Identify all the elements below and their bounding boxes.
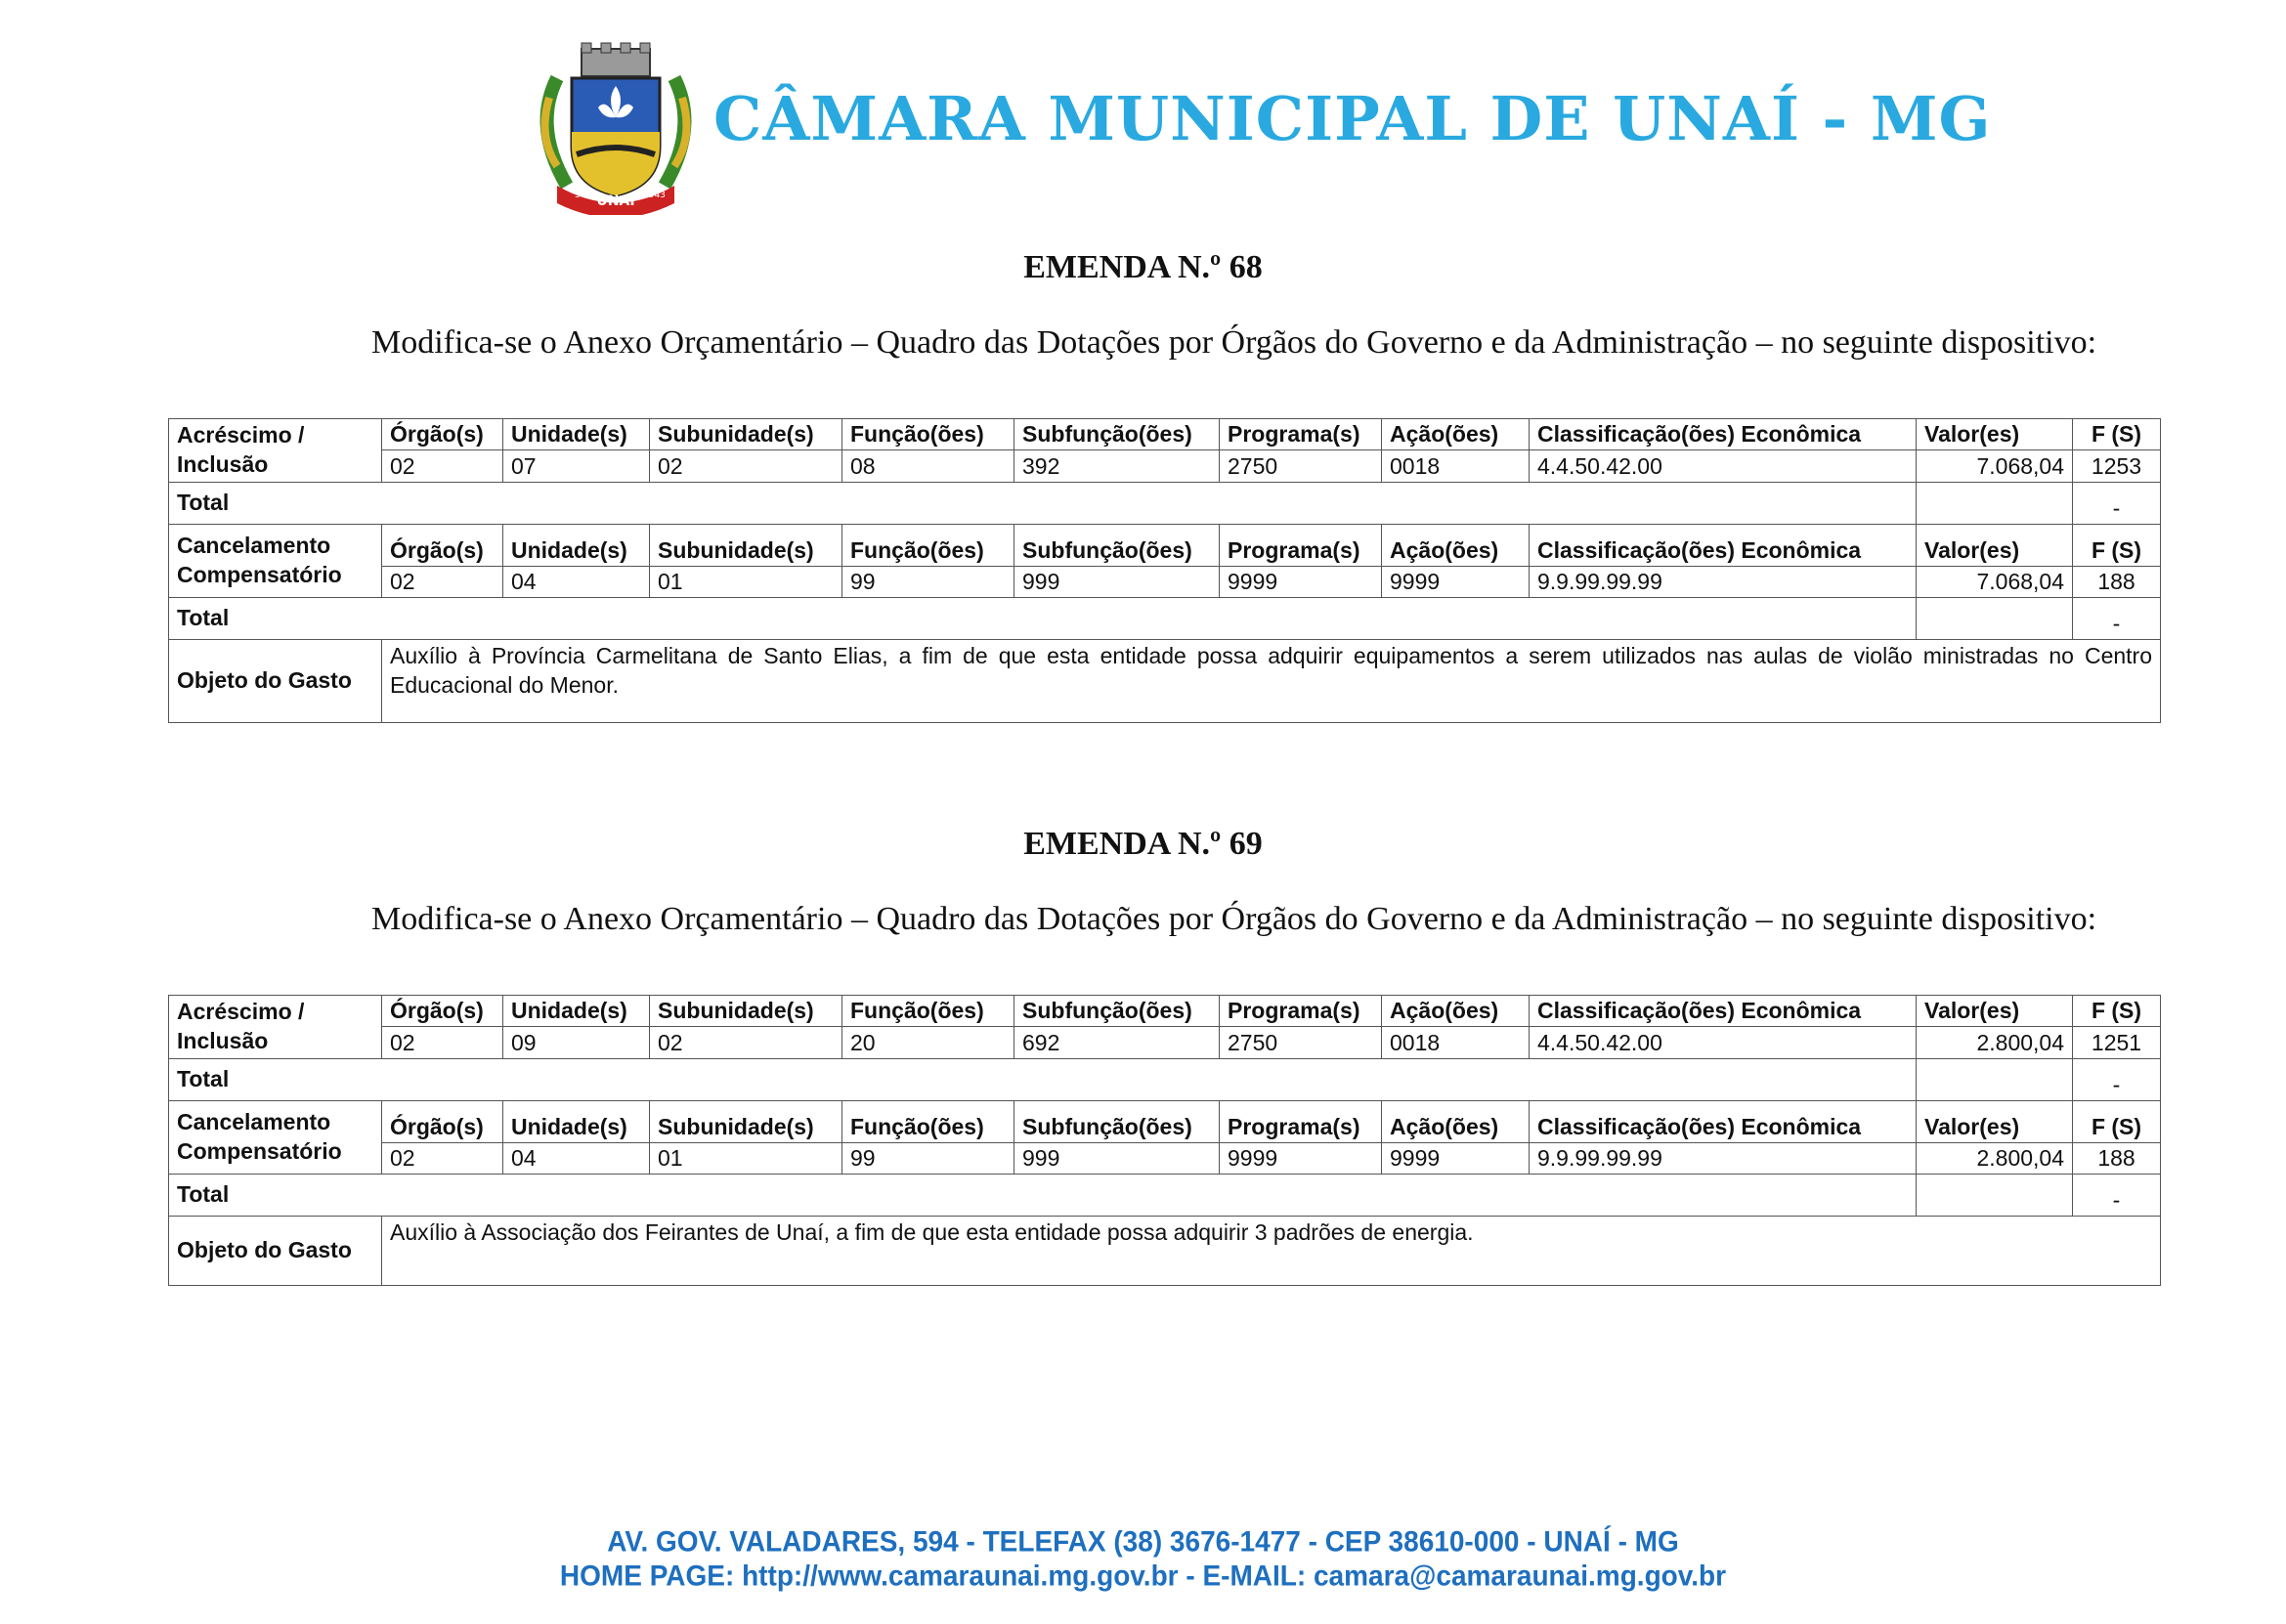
col-header: Ação(ões) [1382, 1100, 1530, 1142]
amendment-table [168, 418, 2161, 723]
cell-value: 2750 [1220, 1027, 1382, 1058]
cancelamento-total-row [169, 597, 2161, 639]
col-header: Classificação(ões) Econômica [1530, 524, 1917, 566]
footer-contact: HOME PAGE: http://www.camaraunai.mg.gov.br - E-MAIL: camara@camaraunai.mg.gov.br [559, 1560, 1727, 1592]
col-header: Classificação(ões) Econômica [1530, 1100, 1917, 1142]
cell-value: 9.9.99.99.99 [1530, 1142, 1917, 1174]
col-header: Ação(ões) [1382, 996, 1530, 1027]
cell-value: 9.9.99.99.99 [1530, 566, 1917, 597]
amendment-table [168, 995, 2161, 1286]
org-title: CÂMARA MUNICIPAL DE UNAÍ - MG [713, 83, 1992, 154]
col-header: Ação(ões) [1382, 419, 1530, 450]
col-header: Programa(s) [1220, 524, 1382, 566]
col-header: Função(ões) [842, 419, 1014, 450]
col-header: Órgão(s) [382, 419, 503, 450]
cell-value: 04 [503, 1142, 650, 1174]
cell-value: 04 [503, 566, 650, 597]
cell-value: 02 [382, 1027, 503, 1058]
col-header: Subunidade(s) [650, 1100, 842, 1142]
col-header: Classificação(ões) Econômica [1530, 996, 1917, 1027]
cell-value: 392 [1014, 450, 1220, 482]
col-header: Unidade(s) [503, 996, 650, 1027]
cell-value: 2.800,04 [1917, 1142, 2073, 1174]
cell-value: 188 [2073, 566, 2161, 597]
col-header: Valor(es) [1917, 1100, 2073, 1142]
col-header: Subfunção(ões) [1014, 419, 1220, 450]
col-header: Subunidade(s) [650, 996, 842, 1027]
cell-value: 0018 [1382, 1027, 1530, 1058]
cell-value: 08 [842, 450, 1014, 482]
col-header: Órgão(s) [382, 524, 503, 566]
col-header: Unidade(s) [503, 1100, 650, 1142]
cell-value: 01 [650, 566, 842, 597]
cell-value: 09 [503, 1027, 650, 1058]
total-value [1917, 482, 2073, 524]
acrescimo-label: Acréscimo / Inclusão [169, 996, 382, 1059]
col-header: Função(ões) [842, 1100, 1014, 1142]
acrescimo-values-row [169, 450, 2161, 482]
municipal-crest-logo [528, 39, 704, 215]
cell-value: 2750 [1220, 450, 1382, 482]
amendment-title: EMENDA N.º 68 [1023, 249, 1263, 285]
cell-value: 01 [650, 1142, 842, 1174]
objeto-text: Auxílio à Província Carmelitana de Santo Elias, a fim de que esta entidade possa adquirir equipamentos a serem utilizados nas aulas de violão ministradas no Centro Educacional do Menor. [382, 639, 2161, 722]
cell-value: 4.4.50.42.00 [1530, 1027, 1917, 1058]
cancelamento-values-row [169, 1142, 2161, 1174]
total-fs: - [2073, 482, 2161, 524]
total-label: Total [169, 1174, 1917, 1216]
col-header: Subunidade(s) [650, 524, 842, 566]
cell-value: 9999 [1382, 566, 1530, 597]
amendment-description: Modifica-se o Anexo Orçamentário – Quadro das Dotações por Órgãos do Governo e da Administração – no seguinte dispositivo: [371, 324, 2097, 361]
total-label: Total [169, 1058, 1917, 1100]
col-header: Subfunção(ões) [1014, 1100, 1220, 1142]
acrescimo-header-row [169, 996, 2161, 1027]
cancelamento-header-row [169, 524, 2161, 566]
cell-value: 1253 [2073, 450, 2161, 482]
col-header: Programa(s) [1220, 996, 1382, 1027]
cell-value: 02 [650, 1027, 842, 1058]
cell-value: 999 [1014, 566, 1220, 597]
col-header: F (S) [2073, 419, 2161, 450]
amendment-description: Modifica-se o Anexo Orçamentário – Quadro das Dotações por Órgãos do Governo e da Administração – no seguinte dispositivo: [371, 901, 2097, 937]
cell-value: 9999 [1220, 566, 1382, 597]
cell-value: 9999 [1220, 1142, 1382, 1174]
total-fs: - [2073, 1174, 2161, 1216]
acrescimo-label: Acréscimo / Inclusão [169, 419, 382, 483]
crest-ribbon-text: UNAÍ [596, 193, 635, 209]
amendment-title: EMENDA N.º 69 [1023, 826, 1263, 862]
cell-value: 1251 [2073, 1027, 2161, 1058]
col-header: Órgão(s) [382, 996, 503, 1027]
cancelamento-header-row [169, 1100, 2161, 1142]
col-header: Valor(es) [1917, 996, 2073, 1027]
acrescimo-values-row [169, 1027, 2161, 1058]
objeto-text: Auxílio à Associação dos Feirantes de Unaí, a fim de que esta entidade possa adquirir 3 padrões de energia. [382, 1216, 2161, 1285]
acrescimo-total-row [169, 1058, 2161, 1100]
total-fs: - [2073, 1058, 2161, 1100]
col-header: Órgão(s) [382, 1100, 503, 1142]
cell-value: 4.4.50.42.00 [1530, 450, 1917, 482]
cancelamento-label: Cancelamento Compensatório [169, 524, 382, 597]
cell-value: 7.068,04 [1917, 566, 2073, 597]
total-value [1917, 597, 2073, 639]
footer-address: AV. GOV. VALADARES, 594 - TELEFAX (38) 3676-1477 - CEP 38610-000 - UNAÍ - MG [607, 1525, 1679, 1558]
cell-value: 99 [842, 566, 1014, 597]
col-header: Subfunção(ões) [1014, 996, 1220, 1027]
col-header: Função(ões) [842, 996, 1014, 1027]
col-header: Ação(ões) [1382, 524, 1530, 566]
cell-value: 2.800,04 [1917, 1027, 2073, 1058]
cell-value: 02 [382, 566, 503, 597]
cell-value: 07 [503, 450, 650, 482]
objeto-row [169, 639, 2161, 722]
cell-value: 999 [1014, 1142, 1220, 1174]
cancelamento-label: Cancelamento Compensatório [169, 1100, 382, 1174]
col-header: F (S) [2073, 1100, 2161, 1142]
col-header: Valor(es) [1917, 419, 2073, 450]
col-header: Unidade(s) [503, 524, 650, 566]
total-value [1917, 1174, 2073, 1216]
cancelamento-values-row [169, 566, 2161, 597]
total-label: Total [169, 482, 1917, 524]
col-header: Programa(s) [1220, 1100, 1382, 1142]
cancelamento-total-row [169, 1174, 2161, 1216]
col-header: Classificação(ões) Econômica [1530, 419, 1917, 450]
cell-value: 0018 [1382, 450, 1530, 482]
cell-value: 188 [2073, 1142, 2161, 1174]
total-label: Total [169, 597, 1917, 639]
col-header: Função(ões) [842, 524, 1014, 566]
col-header: Valor(es) [1917, 524, 2073, 566]
total-value [1917, 1058, 2073, 1100]
objeto-label: Objeto do Gasto [169, 639, 382, 722]
footer [0, 1524, 2286, 1593]
col-header: Unidade(s) [503, 419, 650, 450]
cell-value: 99 [842, 1142, 1014, 1174]
cell-value: 02 [650, 450, 842, 482]
col-header: Subfunção(ões) [1014, 524, 1220, 566]
cell-value: 20 [842, 1027, 1014, 1058]
col-header: Subunidade(s) [650, 419, 842, 450]
total-fs: - [2073, 597, 2161, 639]
col-header: F (S) [2073, 524, 2161, 566]
acrescimo-total-row [169, 482, 2161, 524]
cell-value: 7.068,04 [1917, 450, 2073, 482]
cell-value: 02 [382, 450, 503, 482]
cell-value: 9999 [1382, 1142, 1530, 1174]
cell-value: 692 [1014, 1027, 1220, 1058]
letterhead [528, 39, 1992, 225]
cell-value: 02 [382, 1142, 503, 1174]
crest-date-right: 1943 [643, 191, 666, 200]
crest-date-left: 30-12 [575, 191, 601, 200]
acrescimo-header-row [169, 419, 2161, 450]
col-header: F (S) [2073, 996, 2161, 1027]
objeto-row [169, 1216, 2161, 1285]
col-header: Programa(s) [1220, 419, 1382, 450]
objeto-label: Objeto do Gasto [169, 1216, 382, 1285]
